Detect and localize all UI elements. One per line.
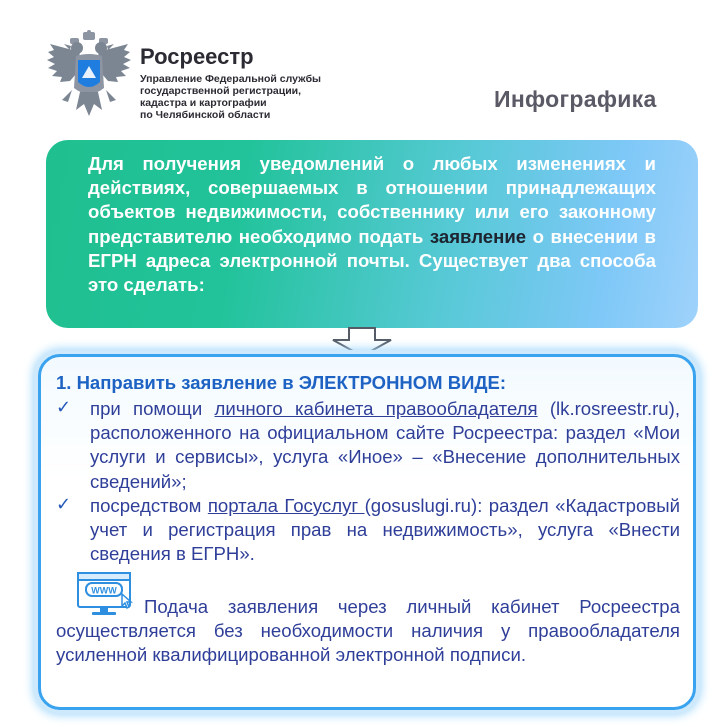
list-item-text-end: (gosuslugi.ru): раздел «Кадастровый учет и регистрация прав на недвижимость», услуга «Внести сведения в ЕГРН». bbox=[90, 495, 680, 565]
intro-text-end: о внесении в ЕГРН адреса электронной почты. Существует два способа это сделать: bbox=[88, 225, 656, 296]
org-description-line: кадастра и картографии bbox=[140, 97, 267, 109]
list-item-text bbox=[90, 397, 680, 494]
note-text: Подача заявления через личный кабинет Росреестра осуществляется без необходимости наличия у правообладателя усиленной квалифицированной электронной подписи. bbox=[56, 596, 680, 666]
org-description-line: государственной регистрации, bbox=[140, 85, 302, 97]
org-description bbox=[140, 73, 340, 121]
intro-text-start: Для получения уведомлений о любых изменениях и действиях, совершаемых в отношении принадлежащих объектов недвижимости, собственнику или его законному представителю необходимо подать bbox=[88, 153, 656, 247]
intro-banner bbox=[46, 140, 698, 328]
list-item-text-start: посредством bbox=[90, 495, 208, 516]
www-label: WWW bbox=[91, 585, 117, 596]
intro-text bbox=[88, 152, 656, 297]
method-list-item bbox=[56, 397, 680, 494]
double-headed-eagle-emblem-icon bbox=[44, 30, 134, 122]
org-description-line: по Челябинской области bbox=[140, 109, 271, 121]
org-name: Росреестр bbox=[140, 44, 254, 69]
gosuslugi-portal-link[interactable]: портала Госуслуг bbox=[207, 495, 365, 516]
list-item-text bbox=[90, 494, 680, 567]
checkmark-icon: ✓ bbox=[56, 494, 72, 514]
checkmark-icon: ✓ bbox=[56, 397, 72, 417]
intro-highlight: заявление bbox=[429, 225, 527, 247]
method-list-item bbox=[56, 494, 680, 567]
list-item-text-start: при помощи bbox=[90, 398, 215, 419]
org-description-line: Управление Федеральной службы bbox=[140, 73, 322, 85]
infographic-label: Инфографика bbox=[494, 86, 657, 112]
list-item-text-end: (lk.rosreestr.ru), расположенного на официальном сайте Росреестра: раздел «Мои услуги и сервисы», услуга «Иное» – «Внесение дополнительных сведений»; bbox=[90, 398, 680, 492]
personal-account-link[interactable]: личного кабинета правообладателя bbox=[214, 398, 538, 419]
header bbox=[0, 0, 725, 140]
method-title: 1. Направить заявление в ЭЛЕКТРОННОМ ВИДЕ: bbox=[56, 372, 507, 393]
